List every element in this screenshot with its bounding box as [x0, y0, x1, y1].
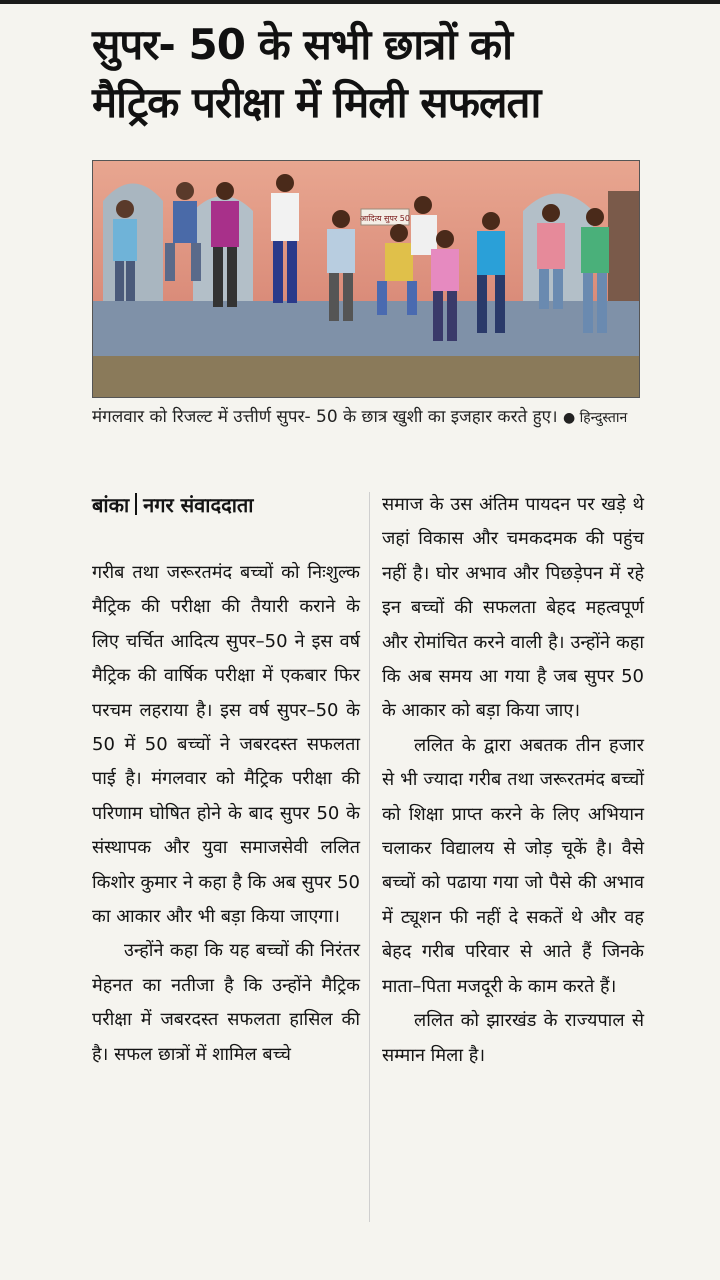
ground — [93, 356, 639, 397]
headline-line-2: मैट्रिक परीक्षा में मिली सफलता — [92, 78, 541, 127]
column-divider — [369, 492, 370, 1222]
low-wall — [93, 301, 639, 356]
byline-place: बांका — [92, 493, 130, 517]
headline-line-1: सुपर- 50 के सभी छात्रों को — [92, 20, 512, 69]
paragraph: ललित के द्वारा अबतक तीन हजार से भी ज्यादा गरीब तथा जरूरतमंद बच्चों को शिक्षा प्राप्त करने के लिए अभियान चलाकर विद्यालय से जोड़ चूकें है। वैसे बच्चों को पढाया गया जो पैसे की अभाव में ट्यूशन फी नहीं दे सकतें थे और वह बेहद गरीब परिवार से आते हैं जिनके माता–पिता मजदूरी के काम करते हैं। — [382, 734, 644, 997]
article-column-left — [92, 488, 360, 1072]
top-rule — [0, 0, 720, 4]
caption-credit — [563, 410, 627, 426]
byline-separator — [135, 493, 137, 515]
credit-bullet-icon: ● — [562, 410, 576, 426]
byline — [92, 488, 360, 522]
paragraph: समाज के उस अंतिम पायदन पर खड़े थे जहां विकास और चमकदमक की पहुंच नहीं है। घोर अभाव और पिछड़ेपन में रहे इन बच्चों की सफलता बेहद महत्वपूर्ण और रोमांचित करने वाली है। उन्होंने कहा कि अब समय आ गया है जब सुपर 50 के आकार को बड़ा किया जाए। — [382, 494, 644, 722]
students-jumping-illustration — [93, 161, 639, 397]
news-photo — [92, 160, 640, 398]
paragraph: उन्होंने कहा कि यह बच्चों की निरंतर मेहनत का नतीजा है कि उन्होंने मैट्रिक परीक्षा में जबरदस्त सफलता हासिल की है। सफल छात्रों में शामिल बच्चे — [92, 940, 360, 1065]
paragraph: ललित को झारखंड के राज्यपाल से सम्मान मिला है। — [382, 1010, 644, 1066]
credit-source: हिन्दुस्तान — [579, 410, 628, 426]
caption-text: मंगलवार को रिजल्ट में उत्तीर्ण सुपर- 50 के छात्र खुशी का इजहार करते हुए। — [92, 407, 558, 427]
article-column-right — [382, 488, 644, 1073]
pillar — [608, 191, 639, 311]
byline-reporter: नगर संवाददाता — [143, 493, 254, 517]
paragraph: गरीब तथा जरूरतमंद बच्चों को निःशुल्क मैट्रिक की परीक्षा की तैयारी कराने के लिए चर्चित आदित्य सुपर–50 ने इस वर्ष मैट्रिक की वार्षिक परीक्षा में एकबार फिर परचम लहराया है। इस वर्ष सुपर–50 के 50 में 50 बच्चों ने जबरदस्त सफलता पाई है। मंगलवार को मैट्रिक परीक्षा की परिणाम घोषित होने के बाद सुपर 50 के संस्थापक और युवा समाजसेवी ललित किशोर कुमार ने कहा है कि अब सुपर 50 का आकार और भी बड़ा किया जाएगा। — [92, 562, 360, 928]
wall-banner-text: आदित्य सुपर 50 — [360, 214, 410, 223]
headline — [92, 16, 702, 132]
photo-caption — [92, 404, 652, 431]
